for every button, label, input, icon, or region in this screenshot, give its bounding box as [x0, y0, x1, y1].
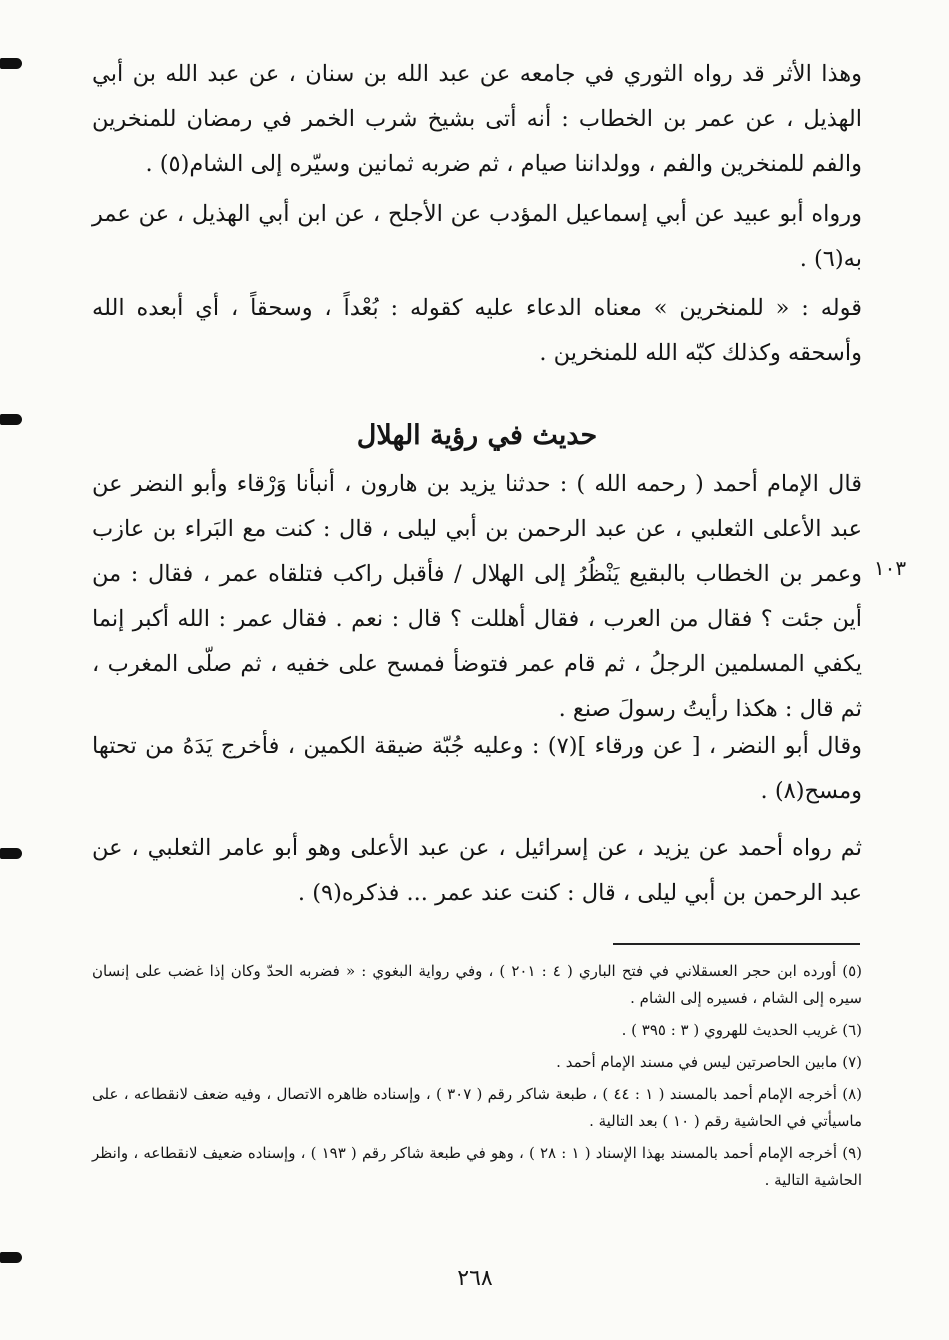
scan-binding-mark — [0, 1252, 22, 1263]
paragraph-second-chain: ثم رواه أحمد عن يزيد ، عن إسرائيل ، عن عبد الأعلى وهو أبو عامر الثعلبي ، عن عبد الرحمن بن أبي ليلى ، قال : كنت عند عمر ... فذكره(٩) . — [92, 835, 862, 906]
footnote-9: (٩) أخرجه الإمام أحمد بالمسند بهذا الإسناد ( ١ : ٢٨ ) ، وهو في طبعة شاكر رقم ( ١٩٣ ) ، وإسناده ضعيف لانقطاعه ، وانظر الحاشية التالية . — [92, 1144, 862, 1189]
paragraph-athar-thawri: وهذا الأثر قد رواه الثوري في جامعه عن عبد الله بن سنان ، عن عبد الله بن أبي الهذيل ، عن عمر بن الخطاب : أنه أتى بشيخ شرب الخمر في رمضان للمنخرين والفم للمنخرين والفم ، وولداننا صيام ، ثم ضربه ثمانين وسيّره إلى الشام(٥) . — [92, 61, 862, 177]
paragraph-lil-minkharayn: قوله : « للمنخرين » معناه الدعاء عليه كقوله : بُعْداً ، وسحقاً ، أي أبعده الله وأسحقه وكذلك كبّه الله للمنخرين . — [92, 295, 862, 366]
paragraph-hadith-text: قال الإمام أحمد ( رحمه الله ) : حدثنا يزيد بن هارون ، أنبأنا وَرْقاء وأبو النضر عن عبد الأعلى الثعلبي ، عن عبد الرحمن بن أبي ليلى ، قال : كنت مع البَراء بن عازب وعمر بن الخطاب بالبقيع يَنْظُرُ إلى الهلال / فأقبل راكب فتلقاه عمر ، فقال : من أين جئت ؟ فقال من العرب ، فقال أهللت ؟ قال : نعم . فقال عمر : الله أكبر إنما يكفي المسلمين الرجلُ ، ثم قام عمر فتوضأ فمسح على خفيه ، ثم صلّى المغرب ، ثم قال : هكذا رأيتُ رسولَ صنع . — [92, 471, 862, 722]
paragraph-abu-nadr: وقال أبو النضر ، [ عن ورقاء ](٧) : وعليه جُبّة ضيقة الكمين ، فأخرج يَدَهُ من تحتها ومسح(٨) . — [92, 733, 863, 804]
paragraph-abu-ubaid: ورواه أبو عبيد عن أبي إسماعيل المؤدب عن الأجلح ، عن ابن أبي الهذيل ، عن عمر به(٦) . — [92, 201, 862, 272]
footnote-8: (٨) أخرجه الإمام أحمد بالمسند ( ١ : ٤٤ ) ، طبعة شاكر رقم ( ٣٠٧ ) ، وإسناده ظاهره الاتصال ، وفيه ضعف لانقطاعه ، على ماسيأتي في الحاشية رقم ( ١٠ ) بعد التالية . — [92, 1085, 863, 1130]
margin-page-reference: ١٠٣ — [873, 556, 907, 580]
footnote-6: (٦) غريب الحديث للهروي ( ٣ : ٣٩٥ ) . — [621, 1021, 862, 1039]
footnote-5: (٥) أورده ابن حجر العسقلاني في فتح الباري ( ٤ : ٢٠١ ) ، وفي رواية البغوي : « فضربه الحدّ وكان إذا غضب على إنسان سيره إلى الشام ، فسيره إلى الشام . — [92, 962, 863, 1007]
scan-binding-mark — [0, 848, 22, 859]
scan-binding-mark — [0, 414, 22, 425]
footnote-7: (٧) مابين الحاصرتين ليس في مسند الإمام أحمد . — [556, 1053, 862, 1071]
page-number: ٢٦٨ — [457, 1266, 493, 1291]
section-heading: حديث في رؤية الهلال — [356, 420, 598, 451]
footnote-separator — [613, 943, 860, 945]
scan-binding-mark — [0, 58, 22, 69]
footnotes — [92, 958, 862, 1199]
